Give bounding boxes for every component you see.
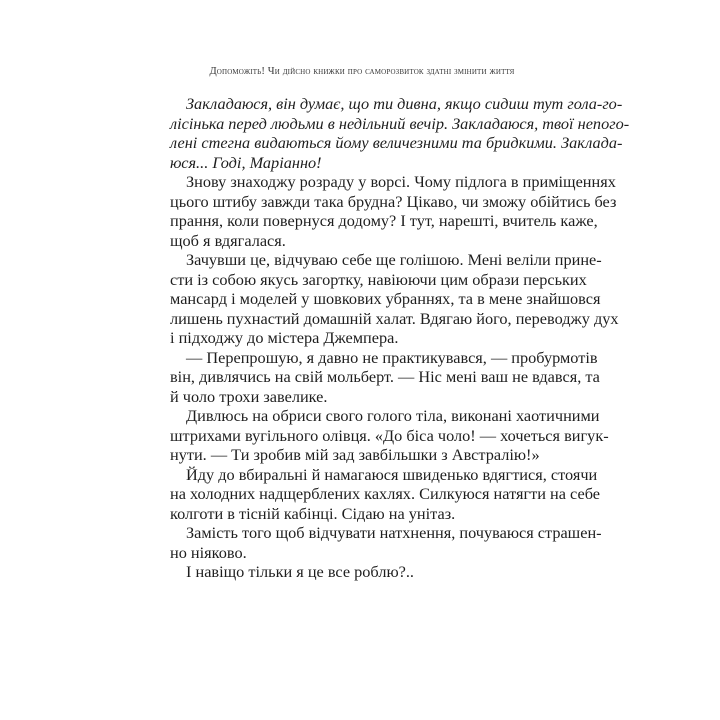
text-line: прання, коли повернуся додому? І тут, нарешті, вчитель каже, <box>170 211 598 230</box>
text-line: колготи в тісній кабінці. Сідаю на унітаз. <box>170 503 456 523</box>
text-line: штрихами вугільного олівця. «До біса чоло! — хочеться вигук- <box>170 425 609 445</box>
text-line: Закладаюся, він думає, що ти дивна, якщо сидиш тут гола-го- <box>186 94 623 113</box>
text-line: лишень пухнастий домашній халат. Вдягаю його, переводжу дух <box>170 308 619 328</box>
text-line: Дивлюсь на обриси свого голого тіла, виконані хаотичними <box>186 406 600 425</box>
text-line: мансард і моделей у шовкових убраннях, та в мене знайшовся <box>170 289 601 308</box>
paragraph <box>170 172 617 250</box>
text-line: на холодних надщерблених кахлях. Силкуюся натягти на себе <box>170 484 600 503</box>
text-line: І навіщо тільки я це все роблю?.. <box>186 562 414 581</box>
paragraph <box>170 523 602 562</box>
text-line: лісінька перед людьми в недільний вечір. Закладаюся, твої непого- <box>170 113 630 133</box>
text-line: Йду до вбиральні й намагаюся швиденько вдягтися, стоячи <box>186 464 598 484</box>
book-page <box>170 64 630 582</box>
text-line: щоб я вдягалася. <box>170 230 286 250</box>
text-line: — Перепрошую, я давно не практикувався, — пробурмотів <box>186 347 598 367</box>
paragraph <box>170 464 600 524</box>
paragraph <box>170 250 619 348</box>
text-line: він, дивлячись на свій мольберт. — Ніс мені ваш не вдався, та <box>170 367 600 386</box>
body-text <box>170 94 630 582</box>
text-line: юся... Годі, Маріанно! <box>170 152 322 172</box>
paragraph <box>170 406 609 465</box>
text-line: і підходжу до містера Джемпера. <box>170 328 399 347</box>
paragraph-inner-monologue <box>170 94 630 172</box>
text-line: Зачувши це, відчуваю себе ще голішою. Мені веліли прине- <box>186 250 602 269</box>
paragraph-dialogue <box>170 347 600 407</box>
running-head: Допоможіть! Чи дійсно книжки про саморозвиток здатні змінити життя <box>209 66 515 77</box>
text-line: сти із собою якусь загортку, навіюючи цим образи перських <box>170 269 587 289</box>
paragraph <box>170 562 554 582</box>
text-line: й чоло трохи завелике. <box>170 386 328 406</box>
text-line: лені стегна видаються йому величезними та бридкими. Заклада- <box>170 133 623 152</box>
text-line: нути. — Ти зробив мій зад завбільшки з Австралію!» <box>170 445 540 464</box>
text-line: Знову знаходжу розраду у ворсі. Чому підлога в приміщеннях <box>186 172 616 191</box>
text-line: но ніяково. <box>170 542 247 562</box>
text-line: цього штибу завжди така брудна? Цікаво, чи зможу обійтись без <box>170 191 617 211</box>
text-line: Замість того щоб відчувати натхнення, почуваюся страшен- <box>186 523 602 542</box>
